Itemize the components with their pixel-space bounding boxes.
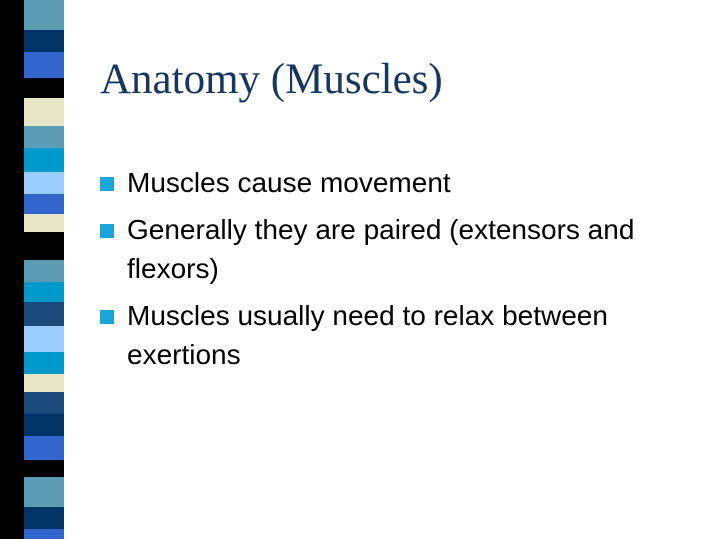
strip-segment [24, 507, 64, 529]
strip-segment [24, 326, 64, 352]
strip-segment [24, 374, 64, 392]
strip-segment [24, 414, 64, 436]
strip-segment [24, 148, 64, 172]
strip-segment [24, 126, 64, 148]
strip-segment [24, 302, 64, 326]
bullet-text: Generally they are paired (extensors and flexors) [127, 214, 635, 284]
bullet-text: Muscles cause movement [127, 167, 451, 198]
strip-segment [24, 98, 64, 126]
strip-segment [24, 529, 64, 539]
strip-segment [24, 78, 64, 98]
strip-segment [24, 214, 64, 232]
strip-segment [24, 0, 64, 30]
slide-title: Anatomy (Muscles) [100, 56, 443, 103]
strip-segment [24, 477, 64, 507]
strip-segment [24, 392, 64, 414]
bullet-text: Muscles usually need to relax between exertions [127, 300, 608, 370]
strip-segment [24, 194, 64, 214]
strip-segment [24, 30, 64, 52]
strip-segment [24, 260, 64, 282]
bullet-list [100, 163, 700, 382]
strip-segment [24, 436, 64, 460]
strip-segment [24, 52, 64, 78]
decorative-side-strip [0, 0, 80, 539]
bullet-item [100, 210, 700, 288]
strip-segment [24, 172, 64, 194]
strip-segment [24, 232, 64, 260]
strip-segment [24, 460, 64, 477]
square-bullet-icon [100, 177, 114, 191]
bullet-item [100, 296, 700, 374]
strip-segment [24, 352, 64, 374]
strip-segment [24, 282, 64, 302]
strip-shadow [0, 0, 24, 539]
square-bullet-icon [100, 224, 114, 238]
bullet-item [100, 163, 700, 202]
square-bullet-icon [100, 310, 114, 324]
strip-color-bands [24, 0, 64, 539]
